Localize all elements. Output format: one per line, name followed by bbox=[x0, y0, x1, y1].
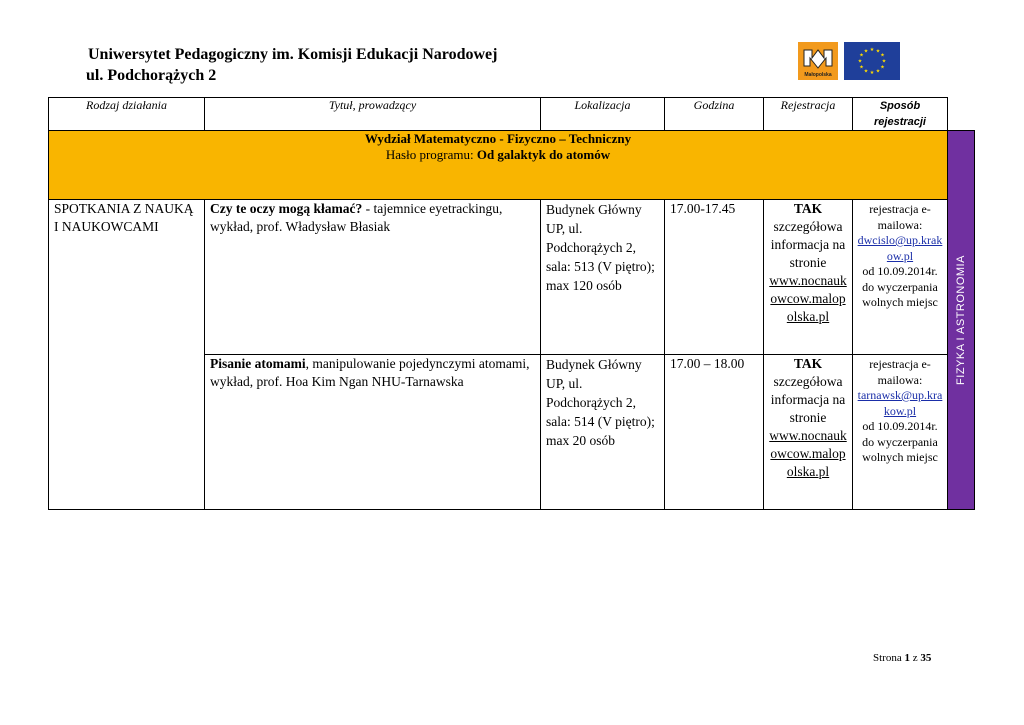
svg-text:★: ★ bbox=[881, 58, 887, 65]
svg-text:★: ★ bbox=[859, 52, 864, 59]
time-cell: 17.00 – 18.00 bbox=[665, 355, 764, 510]
events-table bbox=[48, 97, 948, 510]
university-name: Uniwersytet Pedagogiczny im. Komisji Edukacji Narodowej bbox=[88, 46, 498, 63]
registration-method-label: rejestracja e-mailowa: bbox=[869, 357, 931, 387]
document-header bbox=[88, 44, 497, 86]
column-header: Rodzaj działania bbox=[49, 98, 205, 131]
discipline-label: FIZYKA I ASTRONOMIA bbox=[955, 255, 967, 385]
discipline-side-band bbox=[947, 130, 975, 510]
svg-text:★: ★ bbox=[880, 52, 885, 59]
registration-cell bbox=[764, 200, 853, 355]
page-number: 1 bbox=[904, 652, 910, 664]
table-row bbox=[49, 200, 948, 355]
eu-flag-logo bbox=[844, 42, 900, 80]
registration-link[interactable]: www.nocnaukowcow.malopolska.pl bbox=[769, 428, 847, 479]
event-title: Czy te oczy mogą kłamać? bbox=[210, 201, 363, 216]
registration-link[interactable]: www.nocnaukowcow.malopolska.pl bbox=[769, 273, 847, 324]
registration-deadline: od 10.09.2014r. do wyczerpania wolnych miejsc bbox=[862, 419, 938, 464]
svg-text:★: ★ bbox=[863, 68, 869, 75]
title-cell bbox=[205, 200, 541, 355]
faculty-title: Wydział Matematyczno - Fizyczno – Techniczny bbox=[364, 131, 632, 146]
faculty-row bbox=[49, 131, 948, 200]
column-header: Rejestracja bbox=[764, 98, 853, 131]
faculty-cell bbox=[49, 131, 948, 200]
svg-text:★: ★ bbox=[859, 64, 864, 71]
registration-info: szczegółowa informacja na stronie bbox=[770, 219, 846, 270]
registration-flag: TAK bbox=[793, 356, 823, 371]
page-total: 35 bbox=[920, 652, 932, 664]
svg-text:★: ★ bbox=[863, 48, 869, 55]
event-description: - tajemnice eyetrackingu, wykład, prof. Władysław Błasiak bbox=[210, 201, 503, 234]
event-description: , manipulowanie pojedynczymi atomami, wykład, prof. Hoa Kim Ngan NHU-Tarnawska bbox=[210, 356, 530, 389]
registration-cell bbox=[764, 355, 853, 510]
registration-flag: TAK bbox=[793, 201, 823, 216]
registration-info: szczegółowa informacja na stronie bbox=[770, 374, 846, 425]
logos bbox=[798, 42, 900, 80]
svg-text:★: ★ bbox=[857, 58, 863, 65]
svg-text:★: ★ bbox=[869, 70, 875, 76]
table-header-row bbox=[49, 98, 948, 131]
svg-text:★: ★ bbox=[875, 68, 881, 75]
page-prefix: Strona bbox=[873, 652, 905, 664]
registration-method-label: rejestracja e-mailowa: bbox=[869, 202, 931, 232]
column-header: Sposób rejestracji bbox=[853, 98, 948, 131]
registration-email-link[interactable]: dwcislo@up.krakow.pl bbox=[857, 233, 943, 263]
column-header: Lokalizacja bbox=[541, 98, 665, 131]
svg-text:★: ★ bbox=[869, 47, 875, 53]
svg-text:★: ★ bbox=[875, 48, 881, 55]
program-name: Od galaktyk do atomów bbox=[476, 147, 611, 162]
title-cell bbox=[205, 355, 541, 510]
time-cell: 17.00-17.45 bbox=[665, 200, 764, 355]
page-footer bbox=[873, 652, 931, 664]
malopolska-logo-label: Małopolska bbox=[804, 72, 832, 78]
column-header: Godzina bbox=[665, 98, 764, 131]
university-address: ul. Podchorążych 2 bbox=[86, 67, 217, 84]
registration-method-cell bbox=[853, 200, 948, 355]
event-title: Pisanie atomami bbox=[210, 356, 306, 371]
category-cell: SPOTKANIA Z NAUKĄ I NAUKOWCAMI bbox=[49, 200, 205, 510]
column-header: Tytuł, prowadzący bbox=[205, 98, 541, 131]
registration-email-link[interactable]: tarnawsk@up.krakow.pl bbox=[857, 388, 943, 418]
registration-deadline: od 10.09.2014r. do wyczerpania wolnych miejsc bbox=[862, 264, 938, 309]
location-cell: Budynek Główny UP, ul. Podchorążych 2, sala: 514 (V piętro); max 20 osób bbox=[541, 355, 665, 510]
malopolska-logo bbox=[798, 42, 838, 80]
program-label: Hasło programu: bbox=[385, 147, 477, 162]
location-cell: Budynek Główny UP, ul. Podchorążych 2, sala: 513 (V piętro); max 120 osób bbox=[541, 200, 665, 355]
page-separator: z bbox=[909, 652, 921, 664]
svg-text:★: ★ bbox=[880, 64, 885, 71]
registration-method-cell bbox=[853, 355, 948, 510]
